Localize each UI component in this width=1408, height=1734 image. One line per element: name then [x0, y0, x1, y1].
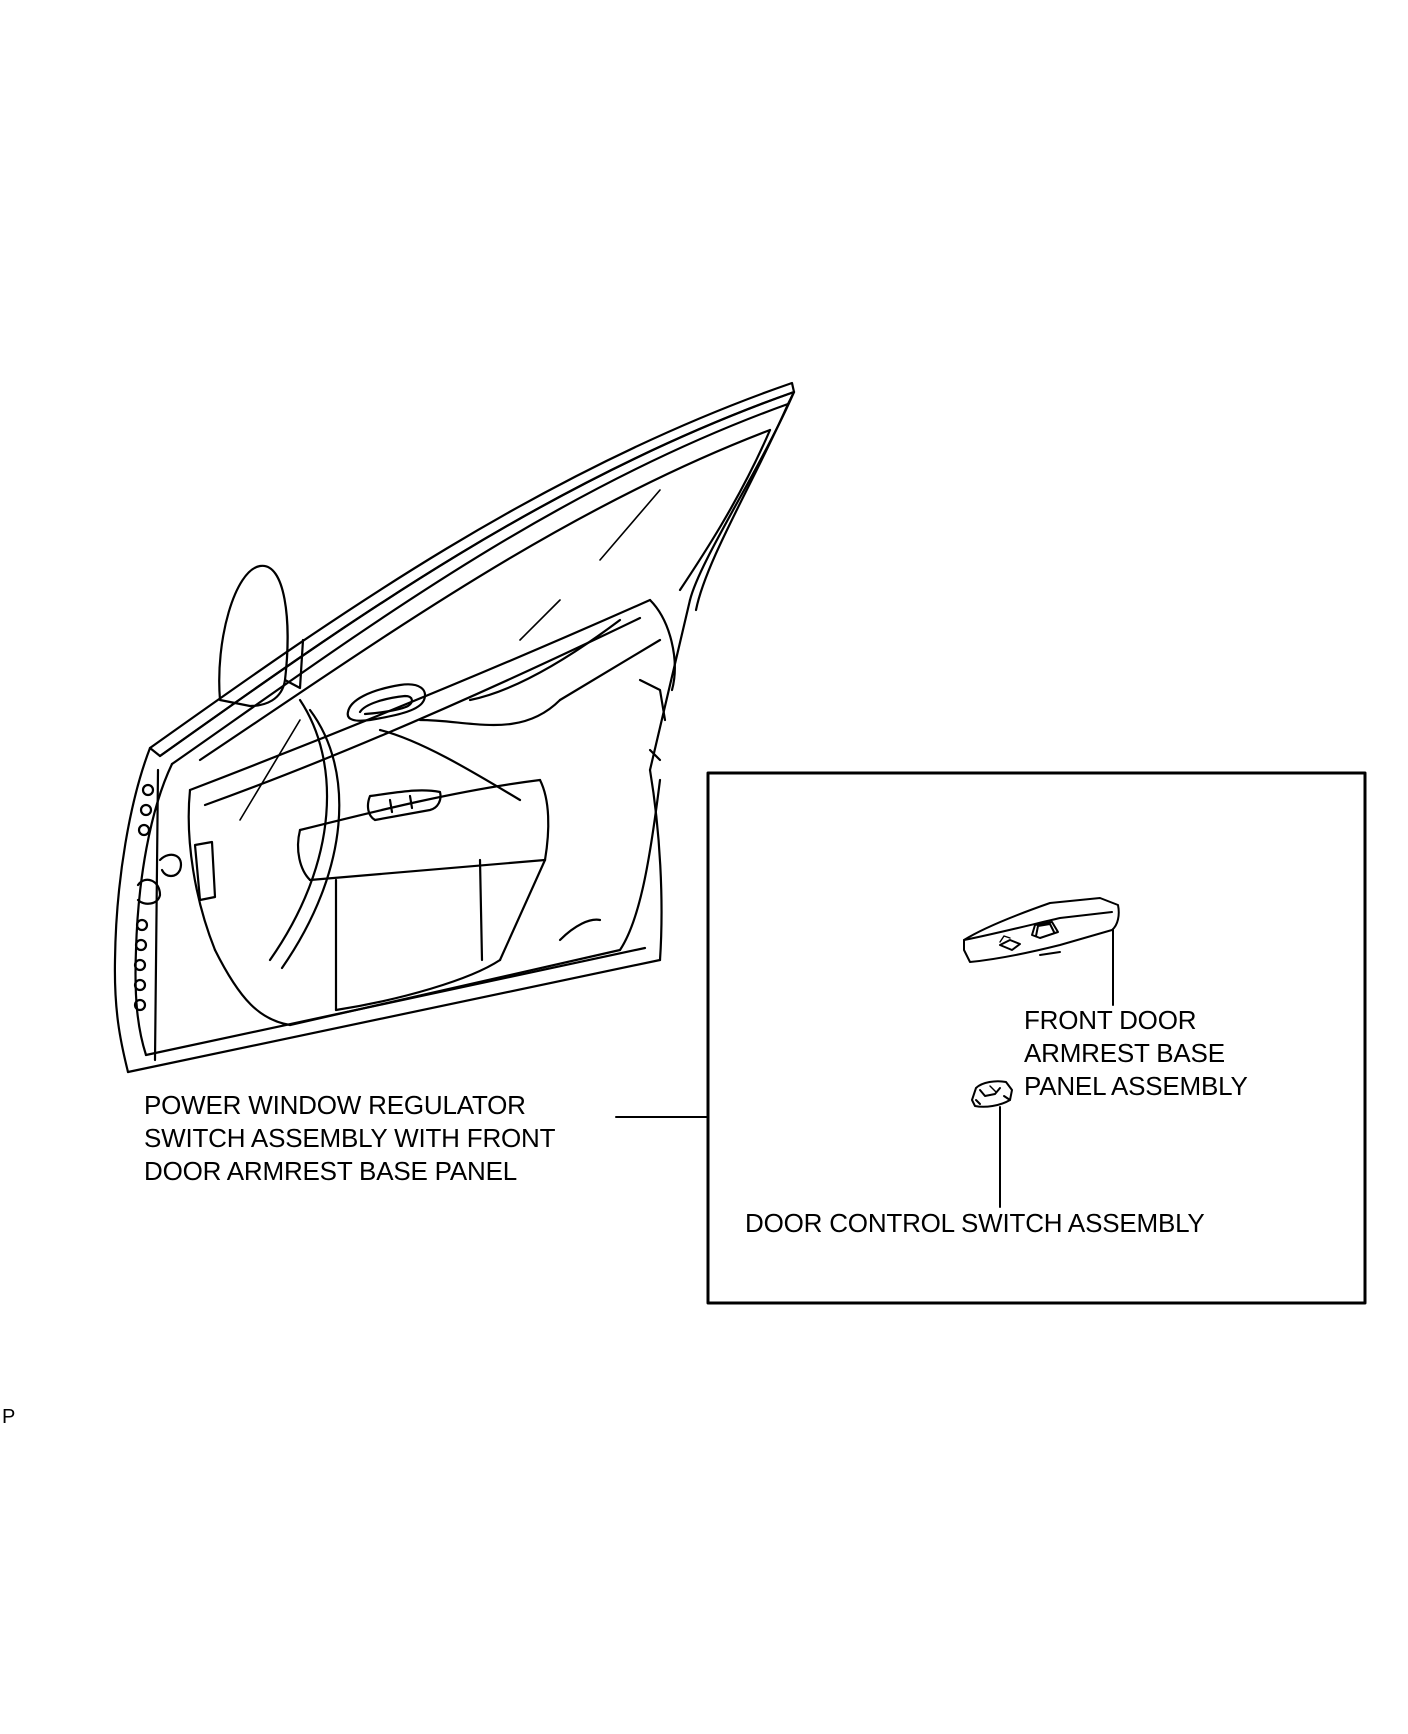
power-window-switch-label-line3: DOOR ARMREST BASE PANEL [144, 1156, 517, 1186]
power-window-switch-label-line2: SWITCH ASSEMBLY WITH FRONT [144, 1123, 556, 1153]
door-control-switch-label: DOOR CONTROL SWITCH ASSEMBLY [745, 1208, 1205, 1238]
armrest-panel-label-line1: FRONT DOOR [1024, 1005, 1197, 1035]
armrest-panel-label-line3: PANEL ASSEMBLY [1024, 1071, 1248, 1101]
armrest-panel-label [1024, 1004, 1248, 1103]
front-door-illustration [115, 383, 794, 1072]
power-window-switch-label [144, 1089, 555, 1188]
armrest-panel-label-line2: ARMREST BASE [1024, 1038, 1225, 1068]
armrest-base-panel-part [964, 898, 1119, 962]
door-control-switch-part [972, 1081, 1012, 1107]
corner-mark: P [2, 1406, 16, 1428]
power-window-switch-label-line1: POWER WINDOW REGULATOR [144, 1090, 526, 1120]
